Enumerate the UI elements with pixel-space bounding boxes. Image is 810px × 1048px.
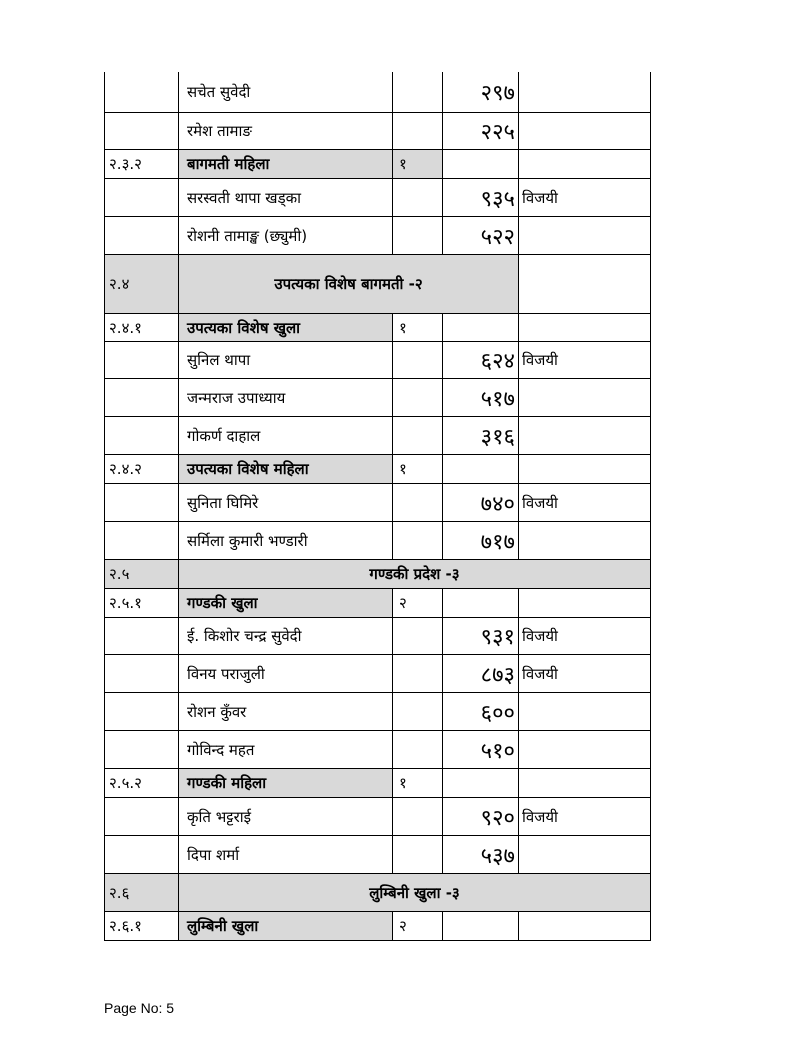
table-row [104,483,651,521]
seat-count [392,730,442,768]
vote-count: २९७ [442,72,518,112]
category-row [104,911,651,940]
row-code [104,654,178,692]
vote-count [442,588,518,617]
row-code [104,797,178,835]
vote-count: ५२२ [442,216,518,254]
candidate-name: गोविन्द महत [178,730,392,768]
section-row [104,873,651,911]
table-row [104,216,651,254]
candidate-name: रोशन कुँवर [178,692,392,730]
row-code [104,216,178,254]
candidate-name: रमेश तामाङ [178,112,392,149]
result-status: विजयी [518,341,651,378]
seat-count: १ [392,149,442,178]
row-code [104,112,178,149]
category-row [104,588,651,617]
row-code [104,341,178,378]
category-name: बागमती महिला [178,149,392,178]
result-status [518,692,651,730]
candidate-name: सुनिता घिमिरे [178,483,392,521]
candidate-name: सर्मिला कुमारी भण्डारी [178,521,392,559]
vote-count [442,313,518,341]
table-row [104,797,651,835]
row-code: २.४.२ [104,454,178,483]
table-row [104,521,651,559]
row-code: २.६.१ [104,911,178,940]
result-status [518,521,651,559]
section-title: गण्डकी प्रदेश -३ [178,559,651,588]
row-code: २.५.१ [104,588,178,617]
table-row [104,416,651,454]
seat-count [392,112,442,149]
vote-count: ८७३ [442,654,518,692]
section-row [104,254,651,313]
seat-count: १ [392,768,442,797]
seat-count [392,72,442,112]
table-bottom-border [104,940,651,941]
row-code [104,178,178,216]
vote-count: ७१७ [442,521,518,559]
seat-count: १ [392,313,442,341]
category-name: उपत्यका विशेष खुला [178,313,392,341]
vote-count [442,768,518,797]
result-status [518,768,651,797]
vote-count [442,149,518,178]
table-row [104,835,651,873]
candidate-name: जन्मराज उपाध्याय [178,378,392,416]
seat-count [392,797,442,835]
result-status: विजयी [518,654,651,692]
category-row [104,313,651,341]
section-blank [518,254,651,313]
vote-count: ५१० [442,730,518,768]
candidate-name: दिपा शर्मा [178,835,392,873]
page-number: Page No: 5 [104,1000,175,1016]
vote-count: ९२० [442,797,518,835]
category-row [104,454,651,483]
seat-count: २ [392,911,442,940]
result-status [518,112,651,149]
category-name: गण्डकी खुला [178,588,392,617]
candidate-name: गोकर्ण दाहाल [178,416,392,454]
row-code [104,521,178,559]
row-code [104,617,178,654]
section-code: २.६ [104,873,178,911]
candidate-name: सचेत सुवेदी [178,72,392,112]
seat-count [392,692,442,730]
seat-count [392,654,442,692]
section-title: लुम्बिनी खुला -३ [178,873,651,911]
result-status: विजयी [518,483,651,521]
result-status: विजयी [518,178,651,216]
seat-count [392,521,442,559]
section-title: उपत्यका विशेष बागमती -२ [178,254,518,313]
result-status [518,149,651,178]
table-row [104,341,651,378]
row-code: २.५.२ [104,768,178,797]
candidate-name: रोशनी तामाङ्ख (छ्युमी) [178,216,392,254]
row-code: २.३.२ [104,149,178,178]
table-row [104,654,651,692]
table-row [104,692,651,730]
seat-count: १ [392,454,442,483]
results-table [104,72,651,940]
candidate-name: विनय पराजुली [178,654,392,692]
vote-count: ६०० [442,692,518,730]
table-row [104,617,651,654]
result-status [518,72,651,112]
table-row [104,178,651,216]
vote-count: ५३७ [442,835,518,873]
result-status [518,416,651,454]
row-code [104,72,178,112]
seat-count [392,835,442,873]
table-row [104,72,651,112]
row-code [104,692,178,730]
seat-count [392,341,442,378]
candidate-name: सरस्वती थापा खड्का [178,178,392,216]
section-code: २.५ [104,559,178,588]
seat-count [392,178,442,216]
row-code [104,483,178,521]
result-status [518,911,651,940]
category-row [104,149,651,178]
result-status: विजयी [518,617,651,654]
category-name: उपत्यका विशेष महिला [178,454,392,483]
result-status [518,730,651,768]
row-code [104,730,178,768]
candidate-name: ई. किशोर चन्द्र सुवेदी [178,617,392,654]
vote-count: २२५ [442,112,518,149]
result-status [518,454,651,483]
table-row [104,730,651,768]
vote-count: ६२४ [442,341,518,378]
section-row [104,559,651,588]
seat-count [392,216,442,254]
result-status [518,835,651,873]
vote-count: ५१७ [442,378,518,416]
vote-count: ७४० [442,483,518,521]
category-name: गण्डकी महिला [178,768,392,797]
category-row [104,768,651,797]
vote-count: ९३५ [442,178,518,216]
vote-count: ९३१ [442,617,518,654]
category-name: लुम्बिनी खुला [178,911,392,940]
vote-count: ३१६ [442,416,518,454]
table-row [104,378,651,416]
section-code: २.४ [104,254,178,313]
result-status [518,378,651,416]
row-code [104,378,178,416]
seat-count [392,416,442,454]
result-status: विजयी [518,797,651,835]
seat-count [392,378,442,416]
row-code [104,416,178,454]
vote-count [442,911,518,940]
candidate-name: कृति भट्टराई [178,797,392,835]
result-status [518,216,651,254]
vote-count [442,454,518,483]
seat-count [392,483,442,521]
result-status [518,313,651,341]
candidate-name: सुनिल थापा [178,341,392,378]
table-row [104,112,651,149]
seat-count: २ [392,588,442,617]
seat-count [392,617,442,654]
row-code [104,835,178,873]
result-status [518,588,651,617]
row-code: २.४.१ [104,313,178,341]
